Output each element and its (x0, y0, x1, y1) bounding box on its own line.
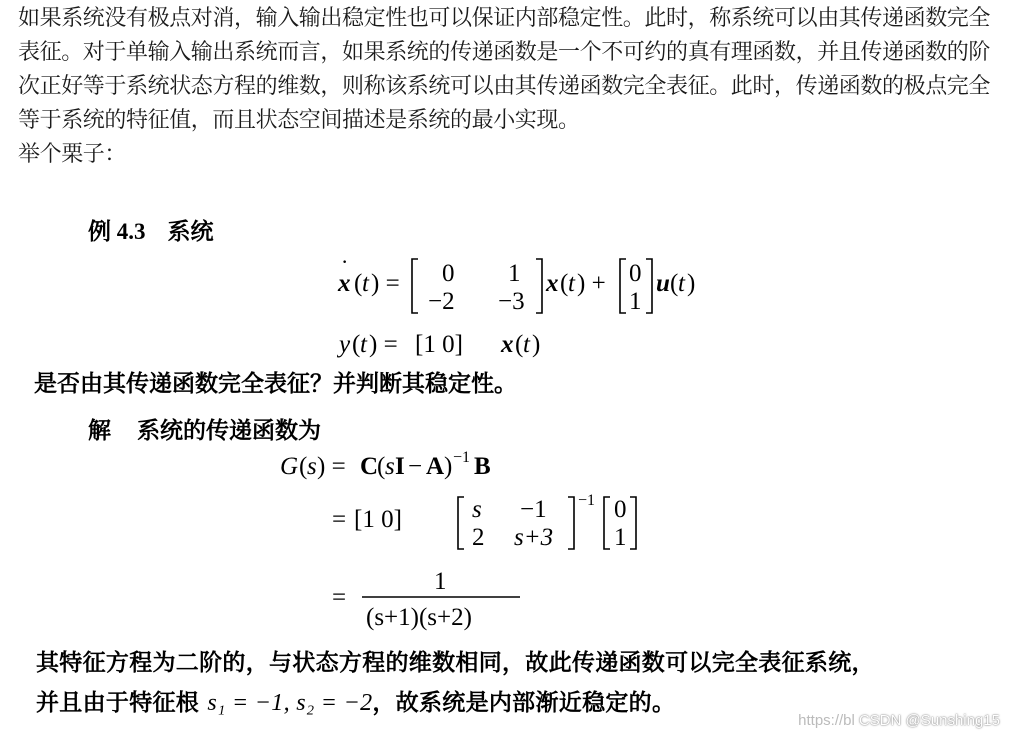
svg-text:) =: ) = (317, 453, 346, 480)
svg-text:(: ( (377, 453, 386, 480)
svg-text:s: s (385, 453, 395, 480)
transfer-function-substitution (330, 491, 670, 555)
conclusion-line-2b: ，故系统是内部渐近稳定的。 (372, 689, 676, 716)
svg-text:(: ( (560, 270, 569, 297)
intro-paragraph (18, 2, 993, 172)
svg-text:t: t (523, 331, 530, 358)
svg-text:C: C (360, 453, 379, 480)
svg-text:t: t (360, 331, 367, 358)
matrix-c: [1 0] (415, 331, 463, 358)
svg-text:=: = (332, 584, 347, 611)
svg-text:x: x (546, 270, 559, 297)
svg-text:t: t (568, 270, 575, 297)
state-equation (330, 249, 750, 321)
svg-text:(: ( (299, 453, 308, 480)
solution-text: 系统的传递函数为 (137, 417, 321, 444)
svg-text:−: − (408, 453, 423, 480)
svg-text:): ) (687, 270, 696, 297)
example-heading (88, 213, 214, 246)
vector-b-1-repeat: 0 (614, 496, 627, 523)
svg-text:) =: ) = (371, 270, 400, 297)
matrix-c-repeat: [1 0] (354, 506, 402, 533)
intro-text: 如果系统没有极点对消，输入输出稳定性也可以保证内部稳定性。此时，称系统可以由其传递函数完全表征。对于单输入输出系统而言，如果系统的传递函数是一个不可约的真有理函数，并且传递函数的阶次正好等于系统状态方程的维数，则称该系统可以由其传递函数完全表征。此时，传递函数的极点完全等于系统的特征值，而且状态空间描述是系统的最小实现。 (18, 6, 991, 133)
conclusion-line-2a: 并且由于特征根 (36, 689, 208, 716)
transfer-function-result (330, 565, 550, 635)
svg-text:): ) (532, 331, 541, 358)
svg-text:(: ( (354, 270, 363, 297)
svg-text:) =: ) = (369, 331, 398, 358)
csdn-watermark (798, 712, 1000, 729)
example-intro: 举个栗子： (18, 142, 127, 167)
svg-text:·: · (341, 249, 349, 274)
svg-text:(: ( (670, 270, 679, 297)
siminusa-12: −1 (520, 496, 547, 523)
svg-text:G: G (280, 453, 299, 480)
svg-text:(: ( (352, 331, 361, 358)
siminusa-21: 2 (472, 524, 485, 551)
conclusion-line-1: 其特征方程为二阶的，与状态方程的维数相同，故此传递函数可以完全表征系统， (36, 649, 875, 676)
svg-text:u: u (656, 270, 670, 297)
watermark-text: CSDN @Sunshing15 (858, 712, 1000, 729)
characteristic-roots: s₁ = −1, s₂ = −2 (207, 690, 373, 716)
example-title: 系统 (167, 218, 214, 245)
example-label: 例 4.3 (88, 219, 146, 244)
svg-text:y: y (339, 331, 351, 358)
example-question: 是否由其传递函数完全表征？并判断其稳定性。 (34, 370, 517, 397)
solution-label: 解 (88, 417, 111, 444)
svg-text:): ) (444, 453, 453, 480)
matrix-a-21: −2 (428, 288, 455, 315)
svg-text:t: t (678, 270, 685, 297)
svg-text:I: I (395, 453, 405, 480)
vector-b-2-repeat: 1 (614, 524, 627, 551)
siminusa-22: s+3 (514, 524, 554, 551)
matrix-a-12: 1 (508, 260, 521, 287)
svg-text:t: t (362, 270, 369, 297)
watermark-url: https://bl (798, 712, 855, 729)
siminusa-11: s (472, 496, 482, 523)
result-denominator: (s+1)(s+2) (366, 604, 472, 631)
solution-line (88, 412, 321, 445)
output-equation (335, 325, 575, 361)
svg-text:x: x (501, 331, 514, 358)
vector-b-1: 0 (629, 260, 642, 287)
transfer-function-definition (278, 448, 538, 484)
matrix-a-22: −3 (498, 288, 525, 315)
svg-text:s: s (307, 453, 317, 480)
result-numerator: 1 (434, 568, 447, 595)
svg-text:) +: ) + (577, 270, 606, 297)
svg-text:(: ( (515, 331, 524, 358)
svg-text:B: B (474, 453, 491, 480)
conclusion-line-2 (36, 684, 675, 717)
textbook-excerpt (0, 195, 1014, 739)
inverse-exponent: −1 (578, 492, 596, 509)
svg-text:A: A (426, 453, 445, 480)
svg-text:=: = (332, 506, 347, 533)
matrix-a-11: 0 (442, 260, 455, 287)
svg-text:x: x (338, 270, 351, 297)
vector-b-2: 1 (629, 288, 642, 315)
svg-text:−1: −1 (453, 449, 471, 466)
